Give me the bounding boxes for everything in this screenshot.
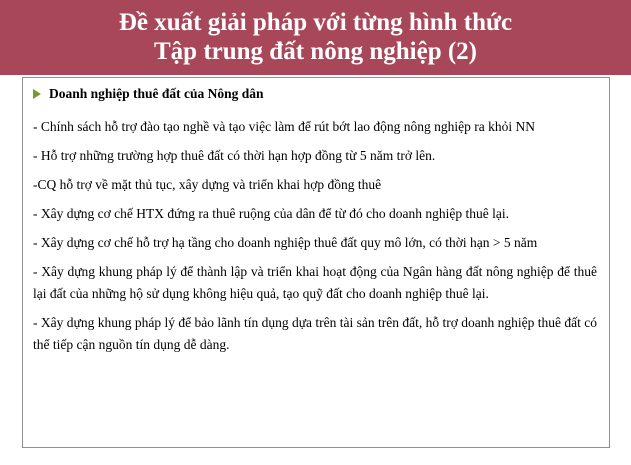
list-item: - Chính sách hỗ trợ đào tạo nghề và tạo việc làm để rút bớt lao động nông nghiệp ra khỏi NN xyxy=(33,119,536,134)
slide-title-line-1: Đề xuất giải pháp với từng hình thức xyxy=(118,9,513,36)
list-item: - Xây dựng cơ chế hỗ trợ hạ tầng cho doanh nghiệp thuê đất quy mô lớn, có thời hạn > 5 năm xyxy=(33,235,538,250)
list-item: - Xây dựng cơ chế HTX đứng ra thuê ruộng của dân để từ đó cho doanh nghiệp thuê lại. xyxy=(33,206,509,221)
section-heading xyxy=(33,85,597,102)
content-box xyxy=(22,77,610,448)
slide-title-line-2: Tập trung đất nông nghiệp (2) xyxy=(154,38,477,65)
list-item: - Xây dựng khung pháp lý để bảo lãnh tín dụng dựa trên tài sản trên đất, hỗ trợ doanh nghiệp thuê đất có thể tiếp cận nguồn tín dụng dễ dàng. xyxy=(33,315,597,352)
title-bar xyxy=(0,0,631,75)
list-item: - Hỗ trợ những trường hợp thuê đất có thời hạn hợp đồng từ 5 năm trở lên. xyxy=(33,148,436,163)
list-item: - Xây dựng khung pháp lý để thành lập và triển khai hoạt động của Ngân hàng đất nông nghiệp để thuê lại đất của những hộ sử dụng không hiệu quả, tạo quỹ đất cho doanh nghiệp thuê lại. xyxy=(33,264,597,301)
section-heading-text: Doanh nghiệp thuê đất của Nông dân xyxy=(49,86,264,101)
arrow-bullet-icon xyxy=(33,89,41,99)
list-item: -CQ hỗ trợ về mặt thủ tục, xây dựng và triển khai hợp đồng thuê xyxy=(33,177,382,192)
